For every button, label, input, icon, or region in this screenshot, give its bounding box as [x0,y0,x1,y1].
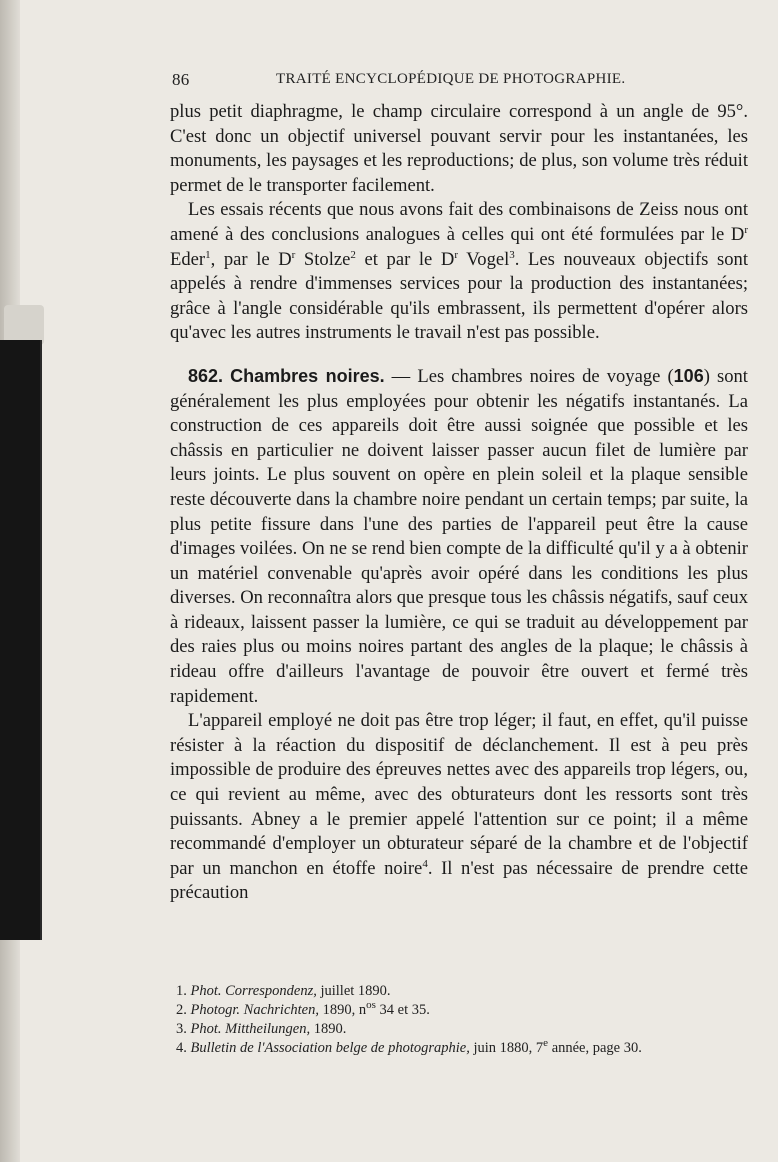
superscript: r [744,223,748,236]
footnote-number: 4. [176,1040,187,1056]
text-run: — Les chambres noires de voyage ( [384,365,674,387]
text-run: . Il n'est pas nécessaire de prendre cette précaution [170,857,748,904]
text-run: Les essais récents que nous avons fait des combinaisons de Zeiss nous ont amené à des conclusions analogues à celles qui ont été formulées par le D [170,199,748,245]
paragraph-text: plus petit diaphragme, le champ circulaire correspond à un angle de 95°. C'est donc un objectif universel pouvant servir pour les instantanées, les monuments, les paysages et les reproductions; de plus, son volume très réduit permet de le transporter facilement. [170,101,748,196]
text-run: Stolze [295,248,351,270]
page-number: 86 [172,70,190,89]
paragraph [170,100,748,198]
footnote-detail: 1890. [310,1021,347,1037]
footnote-detail: 1890, n [318,1002,367,1018]
footnote-ref: 3 [509,248,515,261]
text-run: et par le D [355,248,455,270]
footnote-detail: 34 et 35. [375,1002,430,1018]
footnote-source: Phot. Mittheilungen, [190,1021,311,1037]
footnote-number: 2. [176,1002,187,1018]
cross-reference: 106 [673,365,704,386]
text-run: . Les nouveaux objectifs sont appelés à rendre d'immenses services pour la production des instantanées; grâce à l'angle considérable qu'ils embrassent, ils permettent d'opérer alors qu'avec les autres instruments le travail n'est pas possible. [170,248,748,344]
footnote [176,1020,736,1039]
footnotes [176,982,736,1058]
text-run: Eder [170,248,206,270]
paragraph [170,198,748,346]
footnote-ref: 4 [422,857,428,870]
superscript: r [291,248,296,261]
text-run: L'appareil employé ne doit pas être trop léger; il faut, en effet, qu'il puisse résister à la réaction du dispositif de déclanchement. Il est à peu près impossible de produire des épreuves nettes avec des appareils trop légers, ou, ce qui revient au même, avec des obturateurs dont les ressorts sont très puissants. Abney a le premier appelé l'attention sur ce point; il a même recommandé d'employer un obturateur séparé de la chambre et de l'objectif par un manchon en étoffe noire [170,710,748,879]
superscript: r [454,248,458,261]
footnote-source: Photogr. Nachrichten, [190,1002,319,1018]
footnote [176,1039,736,1058]
footnote-number: 3. [176,1021,187,1037]
text-run: ) sont généralement les plus employées pour obtenir les négatifs instantanés. La construction de ces appareils doit être aussi soignée que possible et les châssis en particulier ne doivent laisser passer aucun filet de lumière par leurs joints. Le plus souvent on opère en plein soleil et la plaque sensible reste découverte dans la chambre noire pendant un certain temps; par suite, la plus petite fissure dans l'une des parties de l'appareil peut être la cause d'images voilées. On ne se rend bien compte de la difficulté qu'il y a à obtenir un matériel convenable qu'après avoir opéré dans les conditions les plus diverses. On reconnaîtra alors que presque tous les châssis négatifs, sauf ceux à rideaux, laissent passer la lumière, ce qui se traduit au développement par des raies plus ou moins noires partant des angles de la plaque; le châssis à rideau offre d'ailleurs l'avantage de pouvoir être ouvert et fermé très rapidement. [170,365,748,707]
footnote-source: Bulletin de l'Association belge de photographie, [190,1040,470,1056]
binding-tab [4,305,44,345]
footnote-detail: année, page 30. [548,1040,642,1056]
footnote-ref: 1 [205,248,211,261]
section-paragraph [170,364,748,709]
footnote [176,1001,736,1020]
superscript: os [366,999,376,1012]
superscript: e [543,1037,549,1050]
text-run: , par le D [210,248,292,270]
body-text [170,100,748,906]
footnote-number: 1. [176,983,187,999]
footnote-ref: 2 [350,248,356,261]
footnote-source: Phot. Correspondenz, [190,983,317,999]
running-title: TRAITÉ ENCYCLOPÉDIQUE DE PHOTOGRAPHIE. [276,71,626,87]
paragraph [170,709,748,906]
footnote-detail: juin 1880, 7 [469,1040,544,1056]
section-title: Chambres noires. [230,365,385,386]
section-number: 862. [188,365,224,386]
text-run: Vogel [457,248,510,270]
footnote [176,982,736,1001]
binding-strip [0,340,42,940]
footnote-detail: juillet 1890. [316,983,391,999]
